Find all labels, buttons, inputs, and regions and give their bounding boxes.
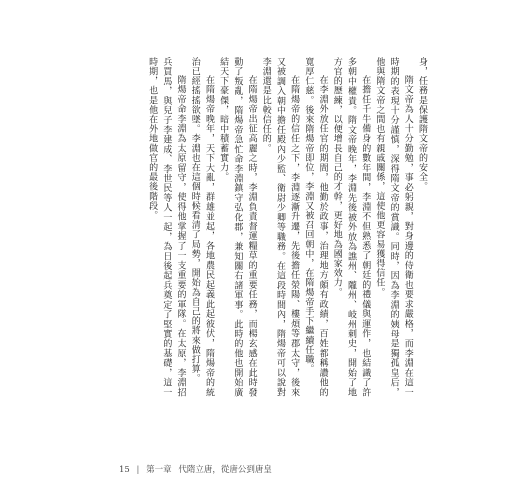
chapter-title: 代隋立唐，從唐公到唐皇 — [178, 465, 272, 475]
paragraph: 隋文帝為人十分勤勉，事必躬親，對身邊的侍衛也要求嚴格，而李淵在這一時期的表現十分謹慎，深得隋文帝的賞識。同時，因為李淵的姨母是獨孤皇后，他與隋文帝之間也有親戚關係，這使他更容易獲得信任。 — [374, 57, 413, 397]
paragraph: 隋煬帝命李淵為太原留守，使得他掌握了一支重要的軍隊。在太原，李淵招兵買馬，與兒子李建成、李世民等人一起，為日後起兵奠定了堅實的基礎，這一時期，也是他在外地做官的最後階段。 — [147, 57, 186, 397]
chapter-label: 第一章 — [146, 465, 172, 475]
paragraph: 在隋煬帝晚年，天下大亂，群雄並起，各地農民起義此起彼伏，隋煬帝的統治已經搖搖欲墜。李淵也在這個時候看清了局勢，開始為自己的將來做打算。 — [189, 57, 214, 397]
paragraph: 在隋煬帝出征高麗之時，李淵負責督運糧草的重要任務，而楊玄感在此時發動了叛亂，隋煬帝急忙命李淵鎮守弘化郡，兼知關右諸軍事。此時的他也開始廣結天下豪傑，暗中積蓄實力。 — [218, 57, 257, 397]
vertical-body-text — [117, 57, 429, 397]
page-footer — [119, 463, 276, 475]
paragraph: 身，任務是保護隋文帝的安全。 — [417, 57, 427, 192]
paragraph: 在擔任千牛備身的數年間，李淵不但熟悉了朝廷的禮儀與運作，也結識了許多朝中權貴。隋文帝晚年，李淵先後被外放為譙州、隴州、岐州刺史，開始了地方官的歷練，以便增長自己的才幹，更好地為國家效力。 — [331, 57, 371, 397]
paragraph: 在隋煬帝的信任之下，李淵逐漸升遷，先後擔任滎陽、樓煩等郡太守，後來又被調入朝中擔任殿內少監、衛尉少卿等職務。在這段時間內，隋煬帝可以說對李淵還是比較信任的。 — [260, 57, 300, 397]
footer-divider: | — [136, 465, 140, 475]
paragraph: 在李淵外放任官的期間，他勤於政事，治理地方頗有政績，百姓都稱讚他的寬厚仁慈。後來隋煬帝即位，李淵又被召回朝中，在隋煬帝手下繼續任職。 — [303, 57, 328, 397]
page-number: 15 — [119, 465, 130, 475]
